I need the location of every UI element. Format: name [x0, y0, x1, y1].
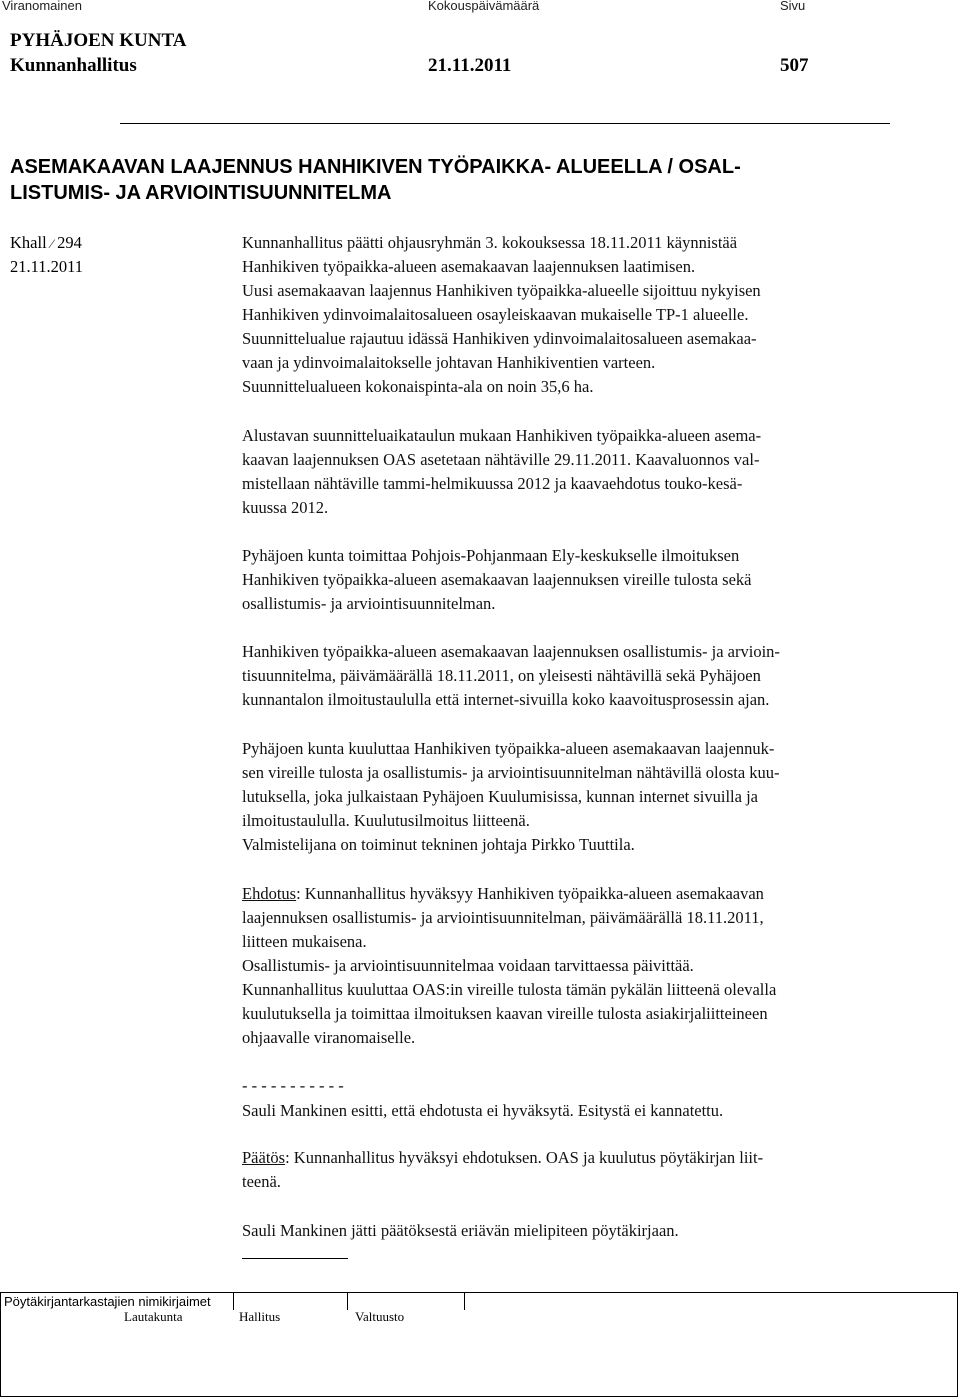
counter-proposal: Sauli Mankinen esitti, että ehdotusta ei hyväksytä. Esitystä ei kannatettu.	[242, 1101, 724, 1120]
paragraph-line: mistellaan nähtäville tammi-helmikuussa 2012 ja kaavaehdotus touko-kesä-	[242, 474, 743, 493]
paragraph-line: Alustavan suunnitteluaikataulun mukaan Hanhikiven työpaikka-alueen asema-	[242, 426, 762, 445]
footer-col-committee: Lautakunta	[124, 1309, 183, 1324]
section-ref-label: Khall	[10, 233, 47, 252]
paragraph-line: liitteen mukaisena.	[242, 932, 367, 951]
paragraph-line: kunnantalon ilmoitustaululla että internet-sivuilla koko kaavoitusprosessin ajan.	[242, 690, 770, 709]
paragraph-line: Suunnittelualue rajautuu idässä Hanhikiven ydinvoimalaitosalueen asemakaa-	[242, 329, 757, 348]
page-number: 507	[780, 55, 809, 76]
paragraph-line: ohjaavalle viranomaiselle.	[242, 1028, 416, 1047]
paragraph-line: lutuksella, joka julkaistaan Pyhäjoen Kuulumisissa, kunnan internet sivuilla ja	[242, 787, 758, 806]
decision-line	[242, 1146, 763, 1170]
paragraph-line: kaavan laajennuksen OAS asetetaan nähtäville 29.11.2011. Kaavaluonnos val-	[242, 450, 760, 469]
paragraph-line: tisuunnitelma, päivämäärällä 18.11.2011, on yleisesti nähtävillä sekä Pyhäjoen	[242, 666, 761, 685]
label-page: Sivu	[780, 0, 806, 13]
paragraph-line: Osallistumis- ja arviointisuunnitelmaa voidaan tarvittaessa päivittää.	[242, 956, 694, 975]
paragraph-line: Kunnanhallitus kuuluttaa OAS:in vireille tulosta tämän pykälän liitteenä olevalla	[242, 980, 777, 999]
paragraph-line: osallistumis- ja arviointisuunnitelman.	[242, 594, 496, 613]
section-date: 21.11.2011	[10, 257, 84, 276]
paragraph-line: Uusi asemakaavan laajennus Hanhikiven työpaikka-alueelle sijoittuu nykyisen	[242, 281, 761, 300]
proposal-line	[242, 882, 764, 906]
paragraph-line: Valmistelijana on toiminut tekninen johtaja Pirkko Tuuttila.	[242, 835, 635, 854]
section-ref-number: 294	[57, 233, 82, 252]
label-authority: Viranomainen	[2, 0, 82, 13]
footer-col-board: Hallitus	[239, 1309, 281, 1324]
paragraph-line: sen vireille tulosta ja osallistumis- ja arviointisuunnitelman nähtävillä olosta kuu-	[242, 763, 780, 782]
section-sign-icon: ⁄	[50, 236, 53, 251]
meeting-date: 21.11.2011	[428, 55, 512, 76]
end-rule	[242, 1258, 348, 1259]
footer-col-council: Valtuusto	[355, 1309, 405, 1324]
body-name: Kunnanhallitus	[10, 55, 137, 76]
footer-title: Pöytäkirjantarkastajien nimikirjaimet	[4, 1294, 211, 1309]
paragraph-line: Suunnittelualueen kokonaispinta-ala on noin 35,6 ha.	[242, 377, 594, 396]
paragraph-line: Pyhäjoen kunta toimittaa Pohjois-Pohjanmaan Ely-keskukselle ilmoituksen	[242, 546, 740, 565]
header-rule	[120, 123, 890, 124]
paragraph-line: Hanhikiven työpaikka-alueen asemakaavan laajennuksen laatimisen.	[242, 257, 696, 276]
municipality-name: PYHÄJOEN KUNTA	[10, 30, 187, 51]
document-title-line2: LISTUMIS- JA ARVIOINTISUUNNITELMA	[10, 182, 392, 204]
label-meeting-date: Kokouspäivämäärä	[428, 0, 540, 13]
separator-dashes: - - - - - - - - - - -	[242, 1076, 344, 1095]
paragraph-line: kuulutuksella ja toimittaa ilmoituksen kaavan vireille tulosta asiakirjaliitteineen	[242, 1004, 768, 1023]
document-title-line1: ASEMAKAAVAN LAAJENNUS HANHIKIVEN TYÖPAIKKA- ALUEELLA / OSAL-	[10, 156, 741, 178]
paragraph-line: kuussa 2012.	[242, 498, 329, 517]
footer-separator	[464, 1293, 465, 1310]
section-ref	[10, 231, 82, 256]
dissent-line: Sauli Mankinen jätti päätöksestä eriävän mielipiteen pöytäkirjaan.	[242, 1221, 679, 1240]
paragraph-line: vaan ja ydinvoimalaitokselle johtavan Hanhikiventien varteen.	[242, 353, 656, 372]
paragraph-line: ilmoitustaululla. Kuulutusilmoitus liitteenä.	[242, 811, 530, 830]
paragraph-line: teenä.	[242, 1172, 281, 1191]
proposal-text: : Kunnanhallitus hyväksyy Hanhikiven työpaikka-alueen asemakaavan	[296, 884, 764, 903]
decision-text: : Kunnanhallitus hyväksyi ehdotuksen. OAS ja kuulutus pöytäkirjan liit-	[285, 1148, 764, 1167]
paragraph-line: Hanhikiven työpaikka-alueen asemakaavan laajennuksen osallistumis- ja arvioin-	[242, 642, 780, 661]
decision-label: Päätös	[242, 1148, 286, 1167]
paragraph-line: laajennuksen osallistumis- ja arviointisuunnitelman, päivämäärällä 18.11.2011,	[242, 908, 764, 927]
paragraph-line: Hanhikiven työpaikka-alueen asemakaavan laajennuksen vireille tulosta sekä	[242, 570, 752, 589]
paragraph-line: Kunnanhallitus päätti ohjausryhmän 3. kokouksessa 18.11.2011 käynnistää	[242, 233, 738, 252]
paragraph-line: Hanhikiven ydinvoimalaitosalueen osayleiskaavan mukaiselle TP-1 alueelle.	[242, 305, 749, 324]
proposal-label: Ehdotus	[242, 884, 297, 903]
footer-separator	[347, 1293, 348, 1310]
footer-separator	[233, 1293, 234, 1310]
paragraph-line: Pyhäjoen kunta kuuluttaa Hanhikiven työpaikka-alueen asemakaavan laajennuk-	[242, 739, 775, 758]
